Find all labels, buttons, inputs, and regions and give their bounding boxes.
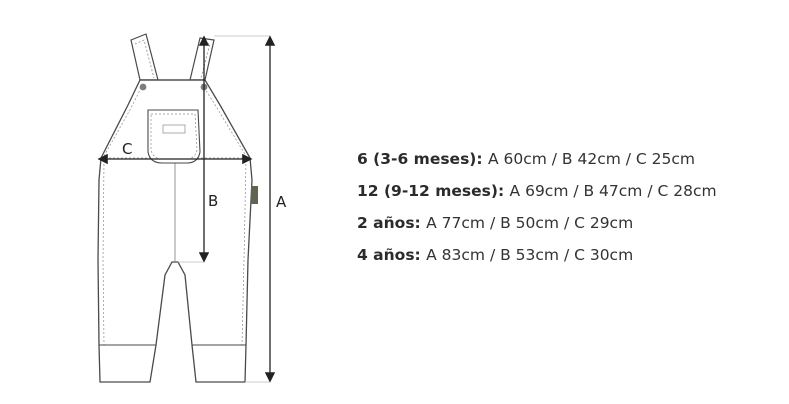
size-measurements: A 69cm / B 47cm / C 28cm bbox=[509, 182, 717, 200]
size-row-4-years bbox=[357, 244, 777, 276]
dimension-c-label: C bbox=[122, 140, 133, 158]
size-measurements: A 60cm / B 42cm / C 25cm bbox=[487, 150, 696, 168]
size-name: 2 años: bbox=[357, 214, 427, 232]
size-name: 12 (9-12 meses): bbox=[357, 182, 510, 200]
size-name: 6 (3-6 meses): bbox=[357, 150, 488, 168]
left-strap bbox=[131, 34, 158, 80]
dimension-a-label: A bbox=[276, 193, 287, 211]
left-button bbox=[140, 84, 147, 91]
right-strap bbox=[190, 38, 214, 80]
size-list bbox=[357, 148, 777, 276]
dimension-b-label: B bbox=[208, 192, 219, 210]
size-row-12 bbox=[357, 180, 777, 212]
size-measurements: A 83cm / B 53cm / C 30cm bbox=[426, 246, 634, 264]
size-row-6 bbox=[357, 148, 777, 180]
bib-pocket bbox=[148, 110, 200, 163]
size-row-2-years bbox=[357, 212, 777, 244]
size-name: 4 años: bbox=[357, 246, 427, 264]
side-tag bbox=[251, 186, 258, 204]
size-measurements: A 77cm / B 50cm / C 29cm bbox=[426, 214, 634, 232]
pocket-logo-patch bbox=[163, 125, 185, 133]
